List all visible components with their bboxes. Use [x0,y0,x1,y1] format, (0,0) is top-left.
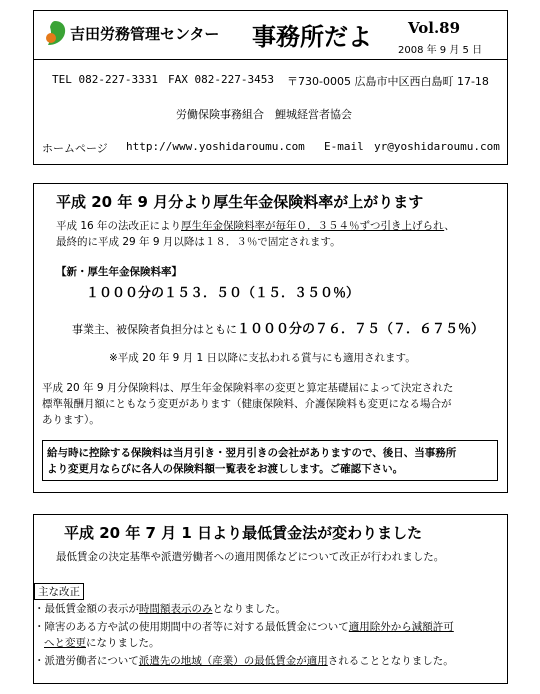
header-divider [34,59,507,60]
tel-number: TEL 082-227-3331 [52,73,158,86]
change-item-1: ・最低賃金額の表示が時間額表示のみとなりました。 [34,603,286,615]
new-rate-value: １０００分の１５３．５０（１５．３５０％） [86,286,360,301]
issue-date: 2008 年 9 月 5 日 [398,45,483,56]
deduction-notice [42,440,498,481]
burden-split: 事業主、被保険者負担分はともに１０００分の７６．７５（７．６７５％） [72,322,485,337]
newsletter-title: 事務所だよ [252,23,372,51]
bonus-note: ※平成 20 年 9 月 1 日以降に支払われる賞与にも適用されます。 [109,352,416,364]
email-link[interactable]: yr@yoshidaroumu.com [374,140,500,153]
newsletter-header [33,10,508,165]
minimum-wage-title: 平成 20 年 7 月 1 日より最低賃金法が変わりました [64,524,423,542]
office-address: 〒730-0005 広島市中区西白島町 17-18 [287,75,489,88]
change-item-2: ・障害のある方や試の使用期間中の者等に対する最低賃金について適用除外から減額許可 [34,621,454,633]
deduction-notice-line2: より変更月ならびに各人の保険料額一覧表をお渡しします。ご確認下さい。 [47,463,404,475]
leaf-logo-icon [42,19,68,47]
homepage-link[interactable]: http://www.yoshidaroumu.com [126,140,305,153]
pension-article [33,183,508,493]
organizations: 労働保険事務組合 鯉城経営者協会 [176,108,352,121]
office-name: 吉田労務管理センター [70,25,220,43]
change-item-2-cont: へと変更になりました。 [44,637,160,649]
new-rate-heading: 【新・厚生年金保険料率】 [56,266,182,278]
pension-detail-line2: 標準報酬月額にともなう変更があります（健康保険料、介護保険料も変更になる場合が [42,398,452,410]
pension-detail-line1: 平成 20 年 9 月分保険料は、厚生年金保険料率の変更と算定基礎届によって決定された [42,382,454,394]
change-item-3: ・派遣労働者について派遣先の地域（産業）の最低賃金が適用されることとなりました。 [34,655,454,667]
minimum-wage-intro: 最低賃金の決定基準や派遣労働者への適用関係などについて改正が行われました。 [56,551,445,563]
pension-intro-line1: 平成 16 年の法改正により厚生年金保険料率が毎年０．３５４％ずつ引き上げられ、 [56,220,455,232]
pension-article-title: 平成 20 年 9 月分より厚生年金保険料率が上がります [56,193,424,211]
pension-detail-line3: あります）。 [42,414,100,426]
fax-number: FAX 082-227-3453 [168,73,274,86]
email-label: E-mail [324,140,364,153]
deduction-notice-line1: 給与時に控除する保険料は当月引き・翌月引きの会社がありますので、後日、当事務所 [47,447,457,459]
pension-intro-line2: 最終的に平成 29 年 9 月以降は１８．３％で固定されます。 [56,236,341,248]
volume-number: Vol.89 [408,19,461,37]
main-changes-heading: 主な改正 [34,583,84,600]
homepage-label: ホームページ [42,142,108,155]
minimum-wage-article [33,514,508,684]
